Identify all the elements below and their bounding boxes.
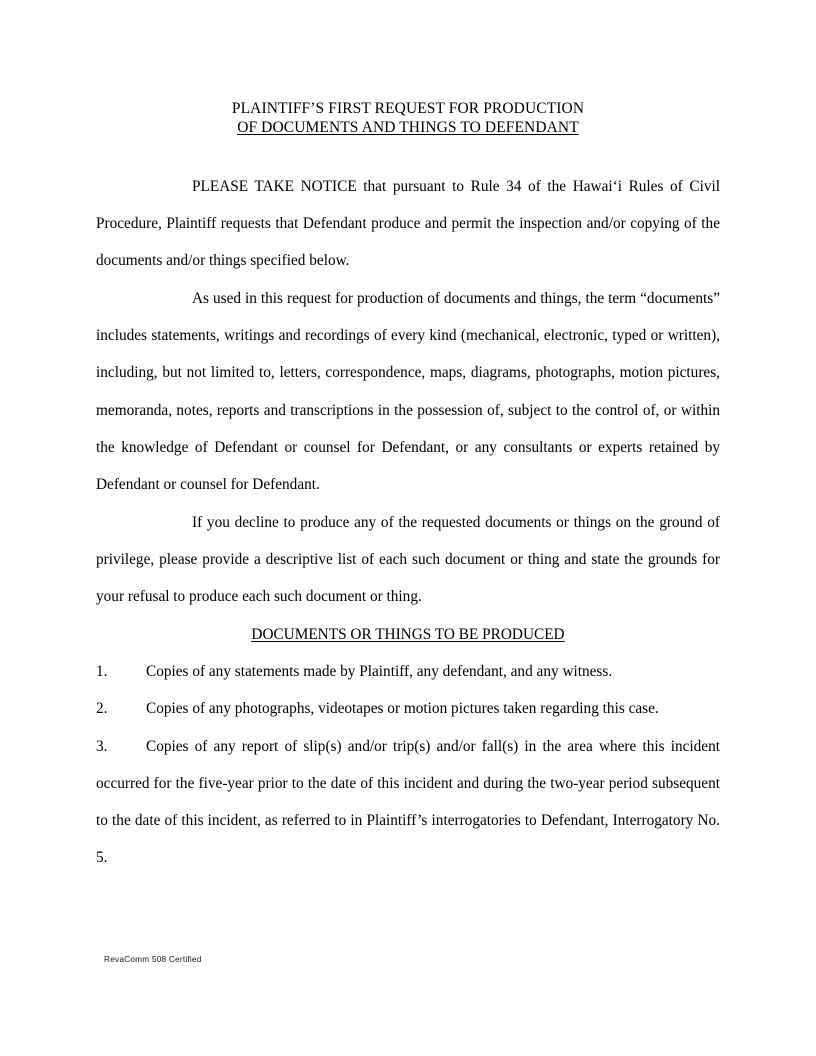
footer-certification: RevaComm 508 Certified [104,954,202,964]
list-item-text: Copies of any photographs, videotapes or motion pictures taken regarding this case. [146,700,659,718]
paragraph-privilege: If you decline to produce any of the requested documents or things on the ground of privilege, please provide a descriptive list of each such document or thing and state the grounds for your refusal to produce each such document or thing. [96,513,720,606]
list-item-number: 3. [96,737,108,755]
list-item [96,653,720,690]
list-item [96,728,720,877]
paragraph-definitions: As used in this request for production of documents and things, the term “documents” includes statements, writings and recordings of every kind (mechanical, electronic, typed or written), including, but not limited to, letters, correspondence, maps, diagrams, photographs, motion pictures, memoranda, notes, reports and transcriptions in the possession of, subject to the control of, or within the knowledge of Defendant or counsel for Defendant, or any consultants or experts retained by Defendant or counsel for Defendant. [96,289,720,494]
document-title-line-1: PLAINTIFF’S FIRST REQUEST FOR PRODUCTION [231,100,585,117]
section-heading-text: DOCUMENTS OR THINGS TO BE PRODUCED [251,625,565,643]
list-item-text: Copies of any report of slip(s) and/or trip(s) and/or fall(s) in the area where this incident occurred for the five-year prior to the date of this incident and during the two-year period subsequent to the date of this incident, as referred to in Plaintiff’s interrogatories to Defendant, Interrogatory No. 5. [96,737,720,867]
list-item-text: Copies of any statements made by Plaintiff, any defendant, and any witness. [146,662,613,680]
list-item-number: 2. [96,700,108,718]
list-item [96,690,720,727]
section-heading-documents-to-be-produced [96,616,720,653]
paragraph-notice: PLEASE TAKE NOTICE that pursuant to Rule 34 of the Hawai‘i Rules of Civil Procedure, Plaintiff requests that Defendant produce and permit the inspection and/or copying of the documents and/or things specified below. [96,177,720,270]
document-body [96,168,720,877]
list-item-number: 1. [96,662,108,680]
document-title-line-2: OF DOCUMENTS AND THINGS TO DEFENDANT [237,118,579,136]
document-title [96,100,720,138]
